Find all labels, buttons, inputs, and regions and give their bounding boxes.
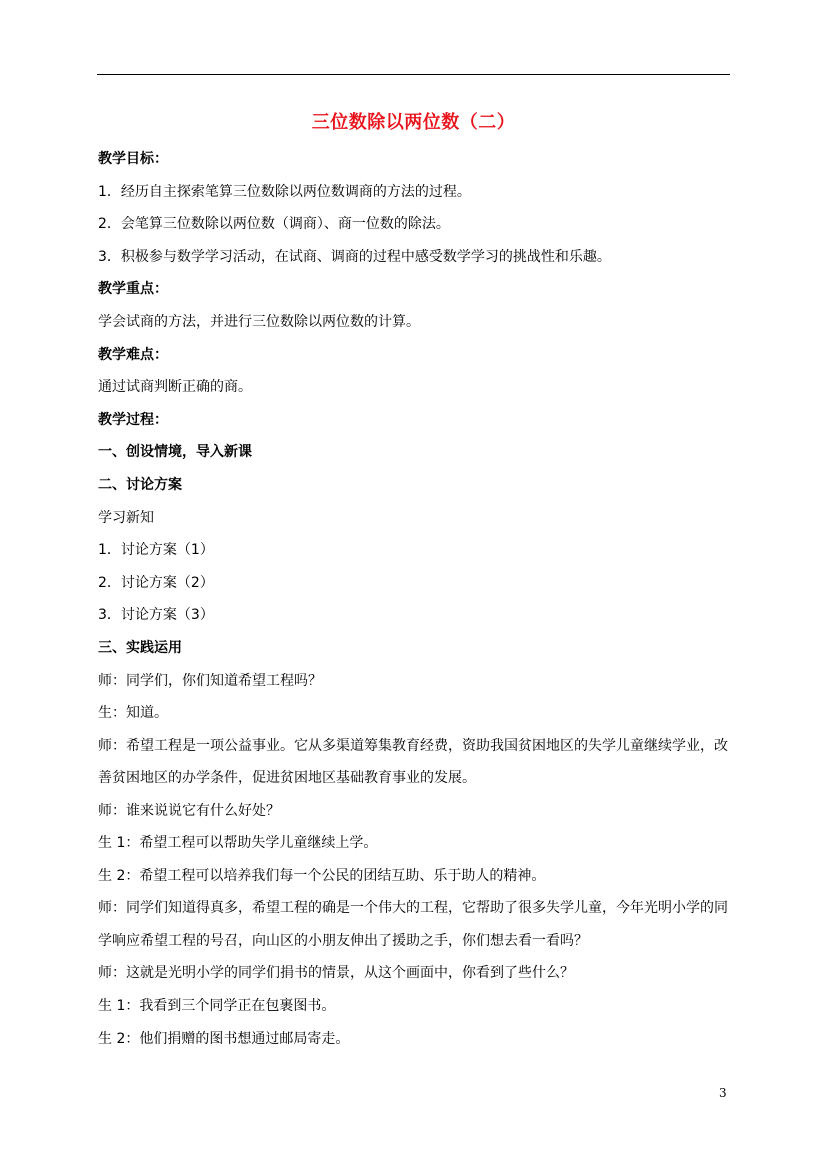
paragraph-line: 师：谁来说说它有什么好处？ xyxy=(98,802,280,819)
header-rule xyxy=(97,74,730,75)
paragraph-line: 生：知道。 xyxy=(98,705,168,722)
document-body xyxy=(98,148,732,1060)
section-heading: 教学难点： xyxy=(98,346,168,363)
paragraph-line: 师：同学们，你们知道希望工程吗？ xyxy=(98,672,322,689)
section-heading: 二、讨论方案 xyxy=(98,476,182,493)
paragraph-line: 2．会笔算三位数除以两位数（调商）、商一位数的除法。 xyxy=(98,216,450,233)
section-heading: 教学重点： xyxy=(98,281,168,298)
section-heading: 教学过程： xyxy=(98,411,168,428)
paragraph-line: 通过试商判断正确的商。 xyxy=(98,379,252,396)
paragraph-line: 3．积极参与数学学习活动，在试商、调商的过程中感受数学学习的挑战性和乐趣。 xyxy=(98,248,611,265)
paragraph-line: 师：同学们知道得真多，希望工程的确是一个伟大的工程，它帮助了很多失学儿童，今年光明小学的同学响应希望工程的号召，向山区的小朋友伸出了援助之手，你们想去看一看吗？ xyxy=(98,900,728,949)
paragraph-line: 2．讨论方案（2） xyxy=(98,574,214,591)
paragraph-line: 生 1：希望工程可以帮助失学儿童继续上学。 xyxy=(98,835,378,852)
paragraph-line: 师：这就是光明小学的同学们捐书的情景，从这个画面中，你看到了些什么？ xyxy=(98,965,574,982)
paragraph-line: 生 1：我看到三个同学正在包裹图书。 xyxy=(98,998,336,1015)
paragraph-line: 1．经历自主探索笔算三位数除以两位数调商的方法的过程。 xyxy=(98,183,471,200)
document-title: 三位数除以两位数（二） xyxy=(311,112,516,133)
paragraph-line: 生 2：希望工程可以培养我们每一个公民的团结互助、乐于助人的精神。 xyxy=(98,867,546,884)
section-heading: 一、创设情境，导入新课 xyxy=(98,444,252,461)
paragraph-line: 1．讨论方案（1） xyxy=(98,542,214,559)
section-heading: 三、实践运用 xyxy=(98,639,182,656)
paragraph-line: 学会试商的方法，并进行三位数除以两位数的计算。 xyxy=(98,313,420,330)
paragraph-line: 3．讨论方案（3） xyxy=(98,607,214,624)
paragraph-line: 师：希望工程是一项公益事业。它从多渠道筹集教育经费，资助我国贫困地区的失学儿童继续学业，改善贫困地区的办学条件，促进贫困地区基础教育事业的发展。 xyxy=(98,737,728,787)
paragraph-line: 生 2：他们捐赠的图书想通过邮局寄走。 xyxy=(98,1030,350,1047)
page-number: 3 xyxy=(719,1086,727,1100)
section-heading: 教学目标： xyxy=(98,151,168,167)
paragraph-line: 学习新知 xyxy=(98,509,154,526)
